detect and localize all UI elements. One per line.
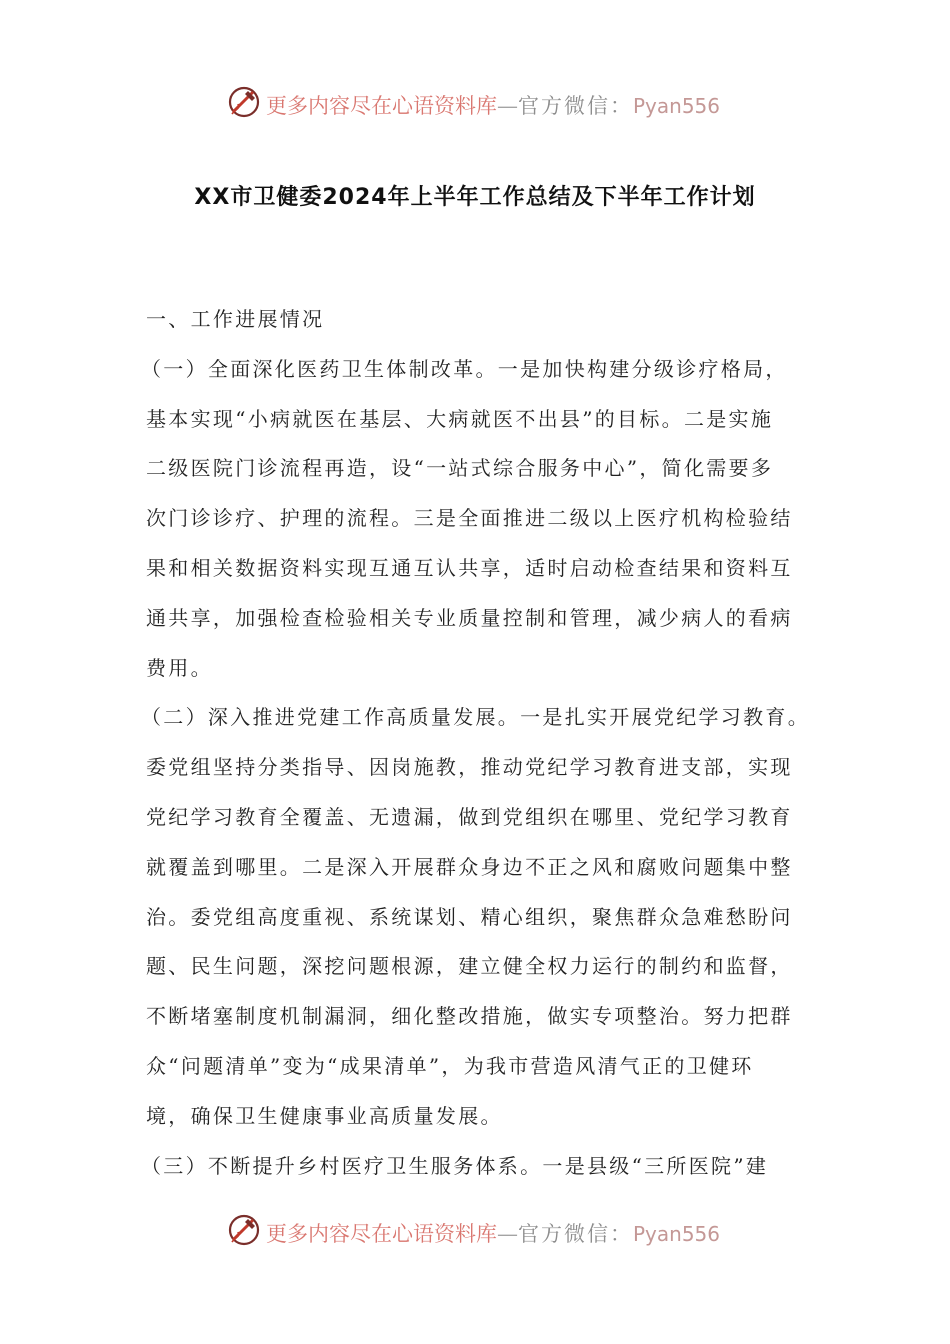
banner-text <box>266 90 720 120</box>
banner-wechat-id: Pyan556 <box>633 94 721 118</box>
paragraph-line: 次门诊诊疗、护理的流程。三是全面推进二级以上医疗机构检验结 <box>146 506 793 531</box>
document-title: XX市卫健委2024年上半年工作总结及下半年工作计划 <box>194 185 756 210</box>
pen-circle-logo-icon <box>226 1212 262 1248</box>
paragraph-line: 通共享，加强检查检验相关专业质量控制和管理，减少病人的看病 <box>146 605 793 630</box>
paragraph-line: 费用。 <box>146 655 213 680</box>
paragraph-line: （一）全面深化医药卫生体制改革。一是加快构建分级诊疗格局， <box>141 356 788 381</box>
pen-circle-logo-icon <box>226 84 262 120</box>
paragraph-line: 果和相关数据资料实现互通互认共享，适时启动检查结果和资料互 <box>146 555 793 580</box>
paragraph-line: 题、民生问题，深挖问题根源，建立健全权力运行的制约和监督， <box>146 954 793 979</box>
paragraph-line: 不断堵塞制度机制漏洞，细化整改措施，做实专项整治。努力把群 <box>146 1004 793 1029</box>
document-body <box>141 301 816 1197</box>
header-banner <box>0 82 950 122</box>
paragraph-line: 众“问题清单”变为“成果清单”，为我市营造风清气正的卫健环 <box>146 1053 754 1078</box>
banner-main-text: 更多内容尽在心语资料库 <box>266 94 497 118</box>
paragraph-line: 二级医院门诊流程再造，设“一站式综合服务中心”，简化需要多 <box>146 456 774 481</box>
banner-main-text: 更多内容尽在心语资料库 <box>266 1222 497 1246</box>
paragraph-line: （三）不断提升乡村医疗卫生服务体系。一是县级“三所医院”建 <box>141 1153 769 1178</box>
banner-separator: — <box>497 94 518 118</box>
banner-separator: — <box>497 1222 518 1246</box>
footer-banner <box>0 1210 950 1250</box>
banner-wechat-id: Pyan556 <box>633 1222 721 1246</box>
banner-text <box>266 1218 720 1248</box>
banner-label: 官方微信： <box>518 1222 633 1246</box>
banner-label: 官方微信： <box>518 94 633 118</box>
paragraph-line: 境，确保卫生健康事业高质量发展。 <box>146 1103 503 1128</box>
paragraph-line: 治。委党组高度重视、系统谋划、精心组织，聚焦群众急难愁盼问 <box>146 904 793 929</box>
paragraph-line: 党纪学习教育全覆盖、无遗漏，做到党组织在哪里、党纪学习教育 <box>146 804 793 829</box>
paragraph-line: 基本实现“小病就医在基层、大病就医不出县”的目标。二是实施 <box>146 406 774 431</box>
paragraph-line: 委党组坚持分类指导、因岗施教，推动党纪学习教育进支部，实现 <box>146 755 793 780</box>
paragraph-line: 就覆盖到哪里。二是深入开展群众身边不正之风和腐败问题集中整 <box>146 854 793 879</box>
section-heading: 一、工作进展情况 <box>146 307 325 331</box>
paragraph-line: （二）深入推进党建工作高质量发展。一是扎实开展党纪学习教育。 <box>141 705 810 730</box>
